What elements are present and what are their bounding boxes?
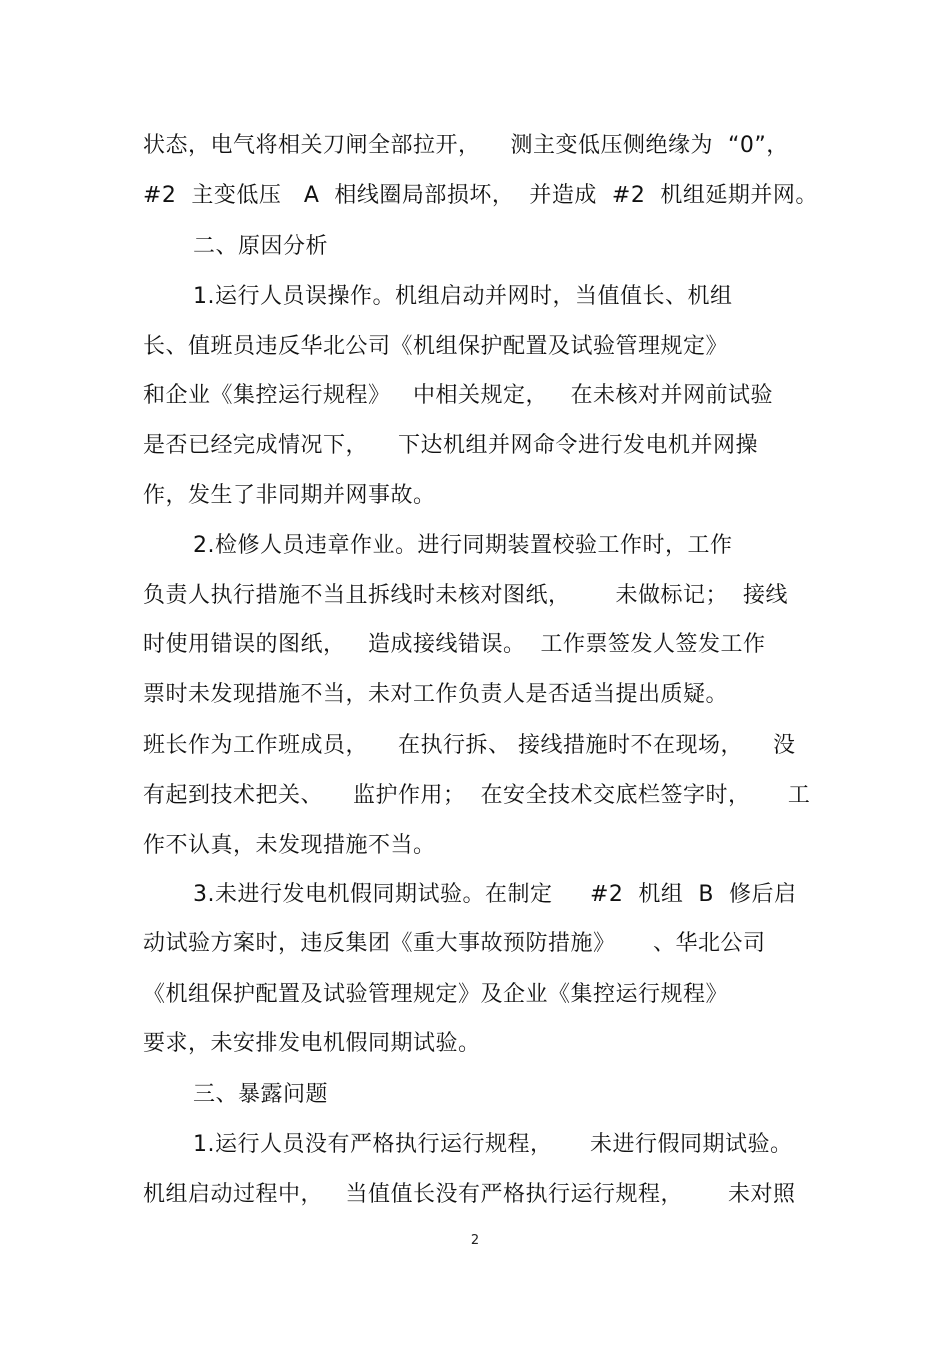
- page-number: 2: [470, 1233, 480, 1248]
- text-line: 是否已经完成情况下， 下达机组并网命令进行发电机并网操: [143, 433, 758, 458]
- text-line: 作不认真，未发现措施不当。: [143, 833, 436, 858]
- text-line: 和企业《集控运行规程》 中相关规定， 在未核对并网前试验: [143, 383, 773, 408]
- text-line: 长、值班员违反华北公司《机组保护配置及试验管理规定》: [143, 334, 729, 359]
- text-line: 《机组保护配置及试验管理规定》及企业《集控运行规程》: [143, 982, 729, 1007]
- text-line: 时使用错误的图纸， 造成接线错误。 工作票签发人签发工作: [143, 632, 766, 657]
- section-heading: 二、原因分析: [193, 234, 329, 259]
- text-line: 1.运行人员误操作。机组启动并网时，当值值长、机组: [193, 284, 733, 309]
- text-line: 票时未发现措施不当，未对工作负责人是否适当提出质疑。: [143, 682, 729, 707]
- text-line: 机组启动过程中， 当值值长没有严格执行运行规程， 未对照: [143, 1182, 796, 1207]
- text-line: 状态，电气将相关刀闸全部拉开， 测主变低压侧绝缘为 “0”，: [143, 133, 789, 158]
- text-line: 2.检修人员违章作业。进行同期装置校验工作时，工作: [193, 533, 733, 558]
- text-line: 1.运行人员没有严格执行运行规程， 未进行假同期试验。: [193, 1132, 793, 1157]
- text-line: 作，发生了非同期并网事故。: [143, 483, 436, 508]
- text-line: 动试验方案时，违反集团《重大事故预防措施》 、华北公司: [143, 931, 766, 956]
- text-line: 要求，未安排发电机假同期试验。: [143, 1031, 481, 1056]
- text-line: 有起到技术把关、 监护作用； 在安全技术交底栏签字时， 工: [143, 783, 811, 808]
- section-heading: 三、暴露问题: [193, 1082, 329, 1107]
- text-line: 负责人执行措施不当且拆线时未核对图纸， 未做标记； 接线: [143, 583, 788, 608]
- text-line: #2 主变低压 A 相线圈局部损坏， 并造成 #2 机组延期并网。: [143, 183, 818, 208]
- text-line: 班长作为工作班成员， 在执行拆、 接线措施时不在现场， 没: [143, 733, 796, 758]
- text-line: 3.未进行发电机假同期试验。在制定 #2 机组 B 修后启: [193, 882, 797, 907]
